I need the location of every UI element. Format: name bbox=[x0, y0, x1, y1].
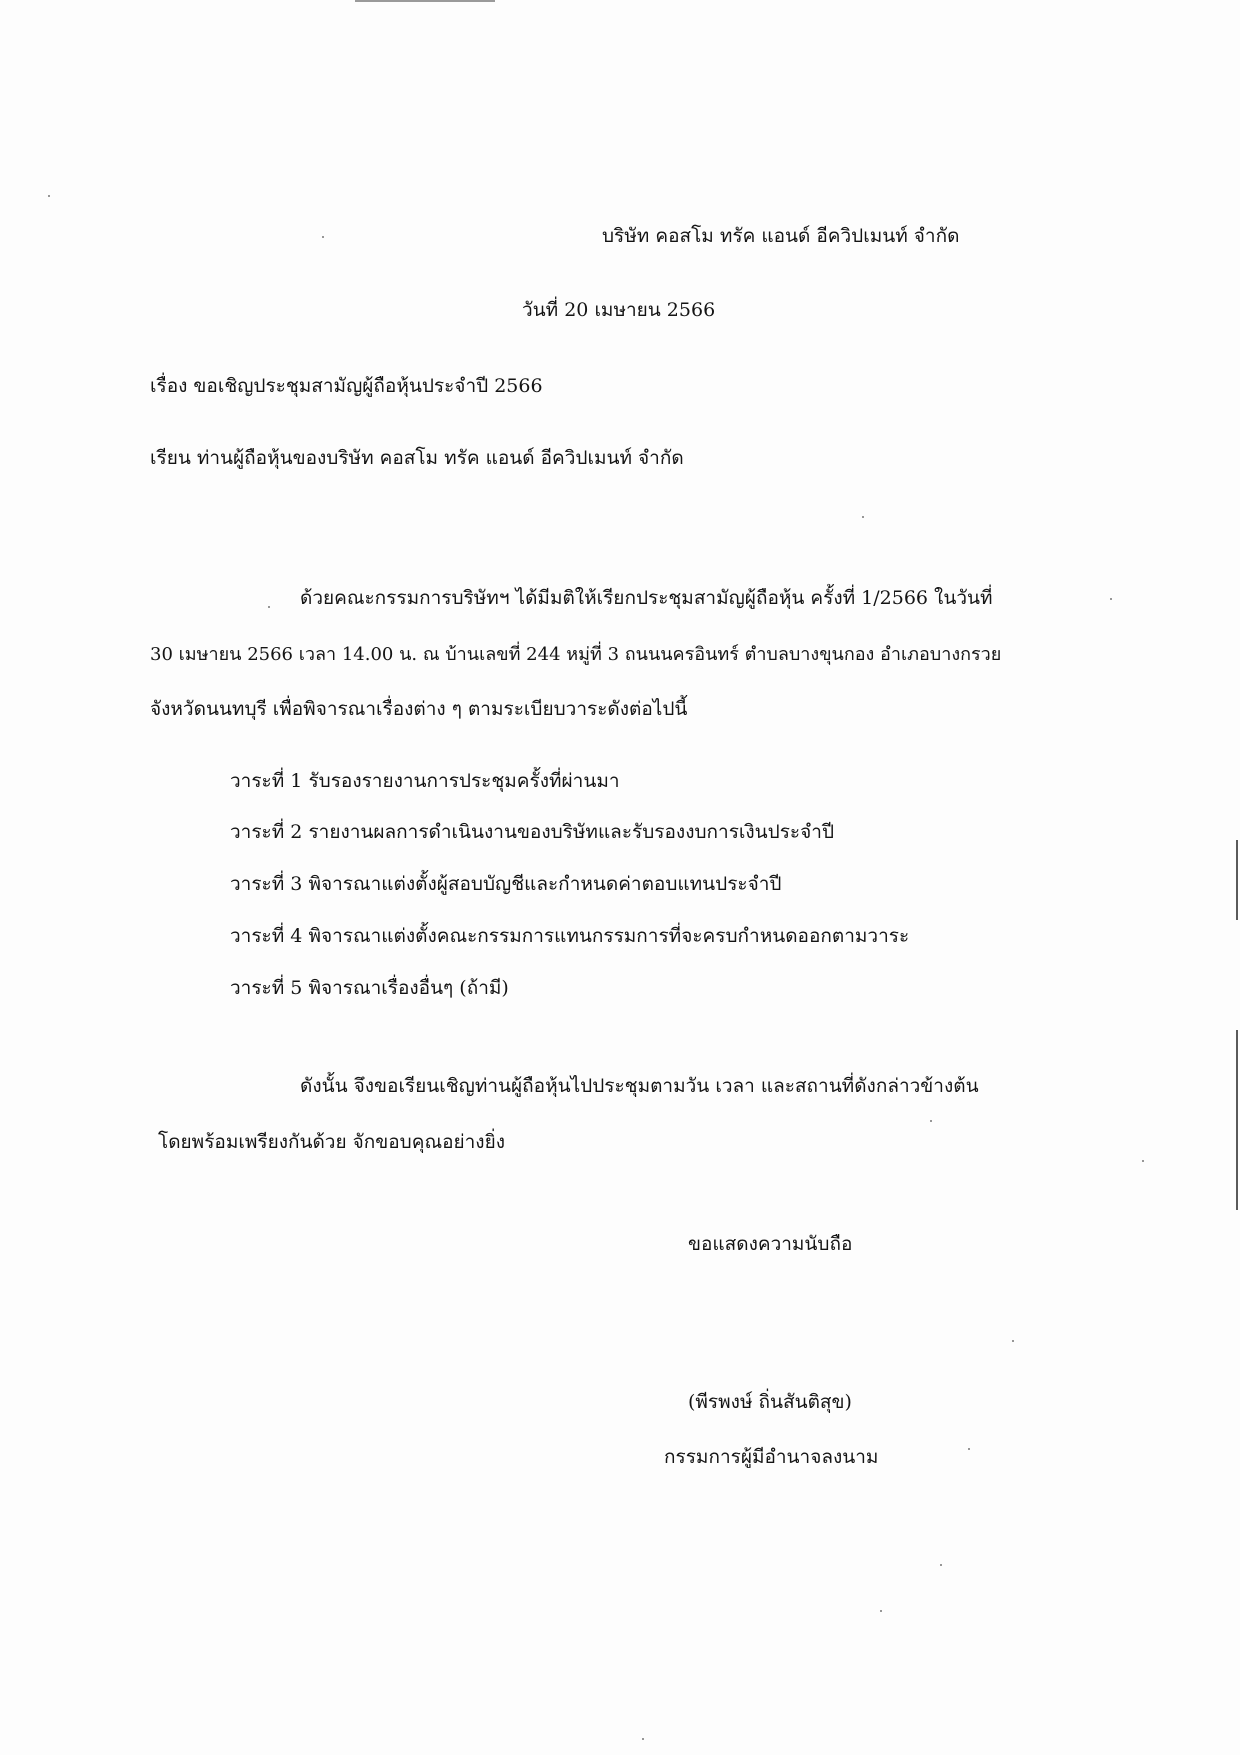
scan-speck bbox=[968, 1448, 970, 1450]
agenda-item: วาระที่ 1 รับรองรายงานการประชุมครั้งที่ผ่านมา bbox=[230, 770, 620, 792]
company-header: บริษัท คอสโม ทรัค แอนด์ อีควิปเมนท์ จำกัด bbox=[602, 225, 960, 247]
scan-speck bbox=[322, 236, 324, 238]
body-paragraph-line: โดยพร้อมเพรียงกันด้วย จักขอบคุณอย่างยิ่ง bbox=[158, 1131, 505, 1153]
signer-title: กรรมการผู้มีอำนาจลงนาม bbox=[664, 1446, 879, 1468]
letter-date: วันที่ 20 เมษายน 2566 bbox=[522, 299, 716, 321]
body-paragraph-line: ดังนั้น จึงขอเรียนเชิญท่านผู้ถือหุ้นไปประชุมตามวัน เวลา และสถานที่ดังกล่าวข้างต้น bbox=[300, 1075, 979, 1097]
scan-edge-mark bbox=[1236, 840, 1238, 920]
scan-speck bbox=[268, 606, 270, 608]
body-paragraph-line: จังหวัดนนทบุรี เพื่อพิจารณาเรื่องต่าง ๆ ตามระเบียบวาระดังต่อไปนี้ bbox=[150, 698, 688, 720]
scan-edge-mark bbox=[355, 0, 495, 2]
scan-speck bbox=[1142, 1160, 1144, 1162]
scan-speck bbox=[940, 1564, 942, 1566]
letter-addressee: เรียน ท่านผู้ถือหุ้นของบริษัท คอสโม ทรัค แอนด์ อีควิปเมนท์ จำกัด bbox=[150, 447, 684, 469]
letter-subject: เรื่อง ขอเชิญประชุมสามัญผู้ถือหุ้นประจำปี 2566 bbox=[150, 375, 543, 397]
scan-speck bbox=[1012, 1340, 1014, 1342]
scan-speck bbox=[48, 195, 50, 197]
scan-speck bbox=[642, 1738, 644, 1740]
agenda-item: วาระที่ 5 พิจารณาเรื่องอื่นๆ (ถ้ามี) bbox=[230, 977, 509, 999]
scan-speck bbox=[880, 1610, 882, 1612]
scan-edge-mark bbox=[1236, 1030, 1238, 1210]
body-paragraph-line: 30 เมษายน 2566 เวลา 14.00 น. ณ บ้านเลขที่ 244 หมู่ที่ 3 ถนนนครอินทร์ ตำบลบางขุนกอง อำเภอบางกรวย bbox=[150, 644, 1002, 665]
signer-name: (พีรพงษ์ ถิ่นสันติสุข) bbox=[688, 1391, 852, 1413]
agenda-item: วาระที่ 2 รายงานผลการดำเนินงานของบริษัทและรับรองงบการเงินประจำปี bbox=[230, 821, 835, 843]
closing-salutation: ขอแสดงความนับถือ bbox=[688, 1233, 853, 1255]
scan-speck bbox=[1110, 598, 1112, 600]
agenda-item: วาระที่ 3 พิจารณาแต่งตั้งผู้สอบบัญชีและกำหนดค่าตอบแทนประจำปี bbox=[230, 873, 782, 895]
body-paragraph-line: ด้วยคณะกรรมการบริษัทฯ ได้มีมติให้เรียกประชุมสามัญผู้ถือหุ้น ครั้งที่ 1/2566 ในวันที่ bbox=[300, 587, 993, 609]
scan-speck bbox=[930, 1120, 932, 1122]
agenda-item: วาระที่ 4 พิจารณาแต่งตั้งคณะกรรมการแทนกรรมการที่จะครบกำหนดออกตามวาระ bbox=[230, 925, 910, 947]
scan-speck bbox=[862, 516, 864, 518]
